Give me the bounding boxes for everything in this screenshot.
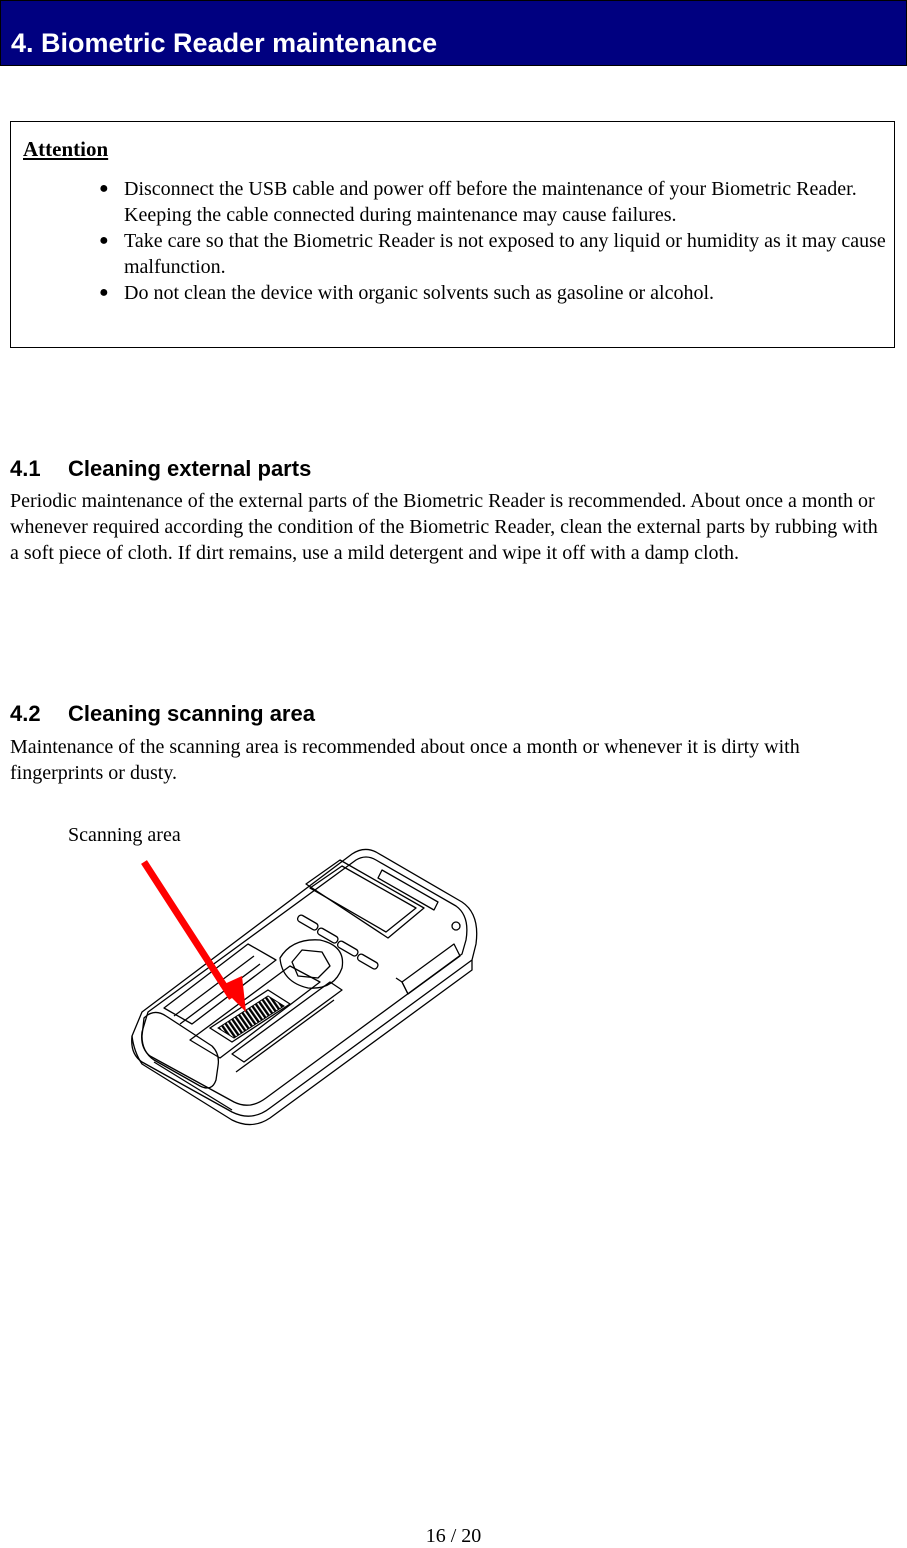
section-body-cleaning-external: Periodic maintenance of the external parts of the Biometric Reader is recommended. About once a month or whenever required according the condition of the Biometric Reader, clean the external parts by rubbing with a soft piece of cloth. If dirt remains, use a mild detergent and wipe it off with a damp cloth. <box>10 490 878 564</box>
attention-item <box>99 176 889 228</box>
attention-box <box>10 121 895 348</box>
bullet-icon: ● <box>99 284 109 301</box>
section-title: Cleaning scanning area <box>68 701 315 726</box>
section-heading-cleaning-scanning <box>10 700 315 728</box>
section-number: 4.2 <box>10 701 41 726</box>
section-title: Cleaning external parts <box>68 456 312 481</box>
chapter-header-bar <box>0 0 907 66</box>
attention-item-text: Take care so that the Biometric Reader is not exposed to any liquid or humidity as it may cause malfunction. <box>124 230 886 278</box>
attention-item <box>99 280 889 306</box>
page-number: 16 / 20 <box>425 1525 482 1547</box>
biometric-reader-illustration <box>120 840 500 1130</box>
chapter-title: 4. Biometric Reader maintenance <box>11 28 438 58</box>
attention-item-text: Disconnect the USB cable and power off before the maintenance of your Biometric Reader. Keeping the cable connected during maintenance may cause failures. <box>124 178 857 226</box>
attention-list <box>99 176 889 306</box>
section-number: 4.1 <box>10 456 41 481</box>
attention-item-text: Do not clean the device with organic solvents such as gasoline or alcohol. <box>124 282 715 304</box>
section-body-cleaning-scanning: Maintenance of the scanning area is recommended about once a month or whenever it is dirty with fingerprints or dusty. <box>10 736 800 784</box>
bullet-icon: ● <box>99 232 109 249</box>
attention-item <box>99 228 889 280</box>
scanning-area-arrow <box>144 862 246 1012</box>
bullet-icon: ● <box>99 180 109 197</box>
device-inner-rim <box>142 857 467 1105</box>
section-heading-cleaning-external <box>10 455 311 483</box>
scanning-area-label: Scanning area <box>68 824 181 846</box>
attention-heading: Attention <box>23 137 109 161</box>
finger-recess <box>280 940 343 988</box>
